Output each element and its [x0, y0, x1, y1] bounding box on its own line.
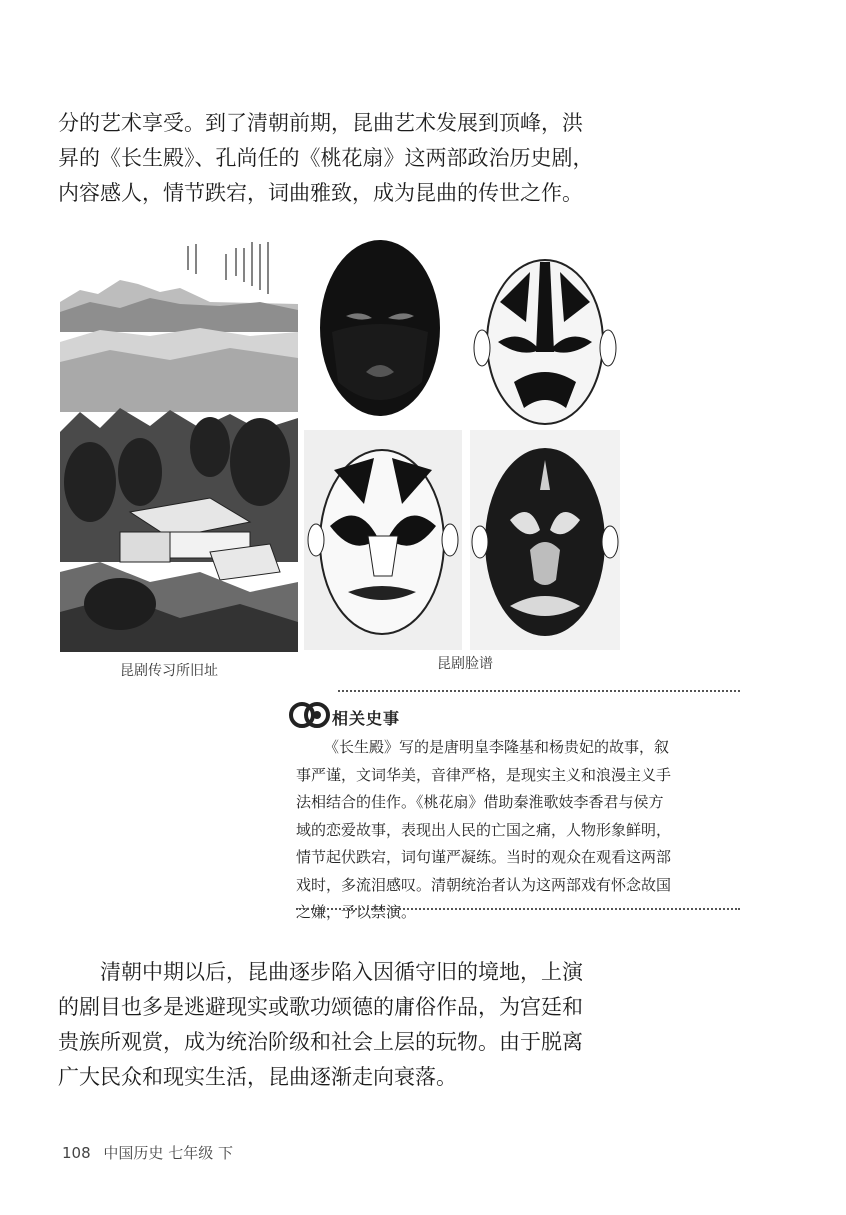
- paragraph-line: 广大民众和现实生活，昆曲逐渐走向衰落。: [58, 1065, 457, 1089]
- paragraph-line: 的剧目也多是逃避现实或歌功颂德的庸俗作品，为宫廷和: [58, 995, 583, 1019]
- paragraph-line: 贵族所观赏，成为统治阶级和社会上层的玩物。由于脱离: [58, 1030, 583, 1054]
- related-line: 事严谨，文词华美，音律严格，是现实主义和浪漫主义手: [296, 765, 672, 784]
- related-history-heading: 相关史事: [332, 709, 401, 728]
- related-line: 情节起伏跌宕，词句谨严凝练。当时的观众在观看这两部: [296, 848, 672, 866]
- dotted-divider: [338, 690, 740, 692]
- related-line: 《长生殿》写的是唐明皇李隆基和杨贵妃的故事，叙: [324, 738, 670, 756]
- page-number: 108: [62, 1144, 91, 1162]
- dotted-divider: [296, 908, 740, 910]
- book-title: 中国历史 七年级 下: [103, 1144, 233, 1162]
- related-line: 之嫌，予以禁演。: [296, 903, 417, 921]
- figure-caption-opera-masks: 昆剧脸谱: [437, 656, 493, 672]
- paragraph-line: [58, 955, 598, 990]
- opera-mask-white-patterned: [470, 232, 620, 428]
- kunqu-school-site-illustration: [60, 232, 298, 652]
- paragraph-line-text: 清朝中期以后，昆曲逐步陷入因循守旧的境地，上演: [100, 960, 583, 984]
- paragraph-kunqu-peak: [58, 106, 598, 211]
- paragraph-line: 分的艺术享受。到了清朝前期，昆曲艺术发展到顶峰，洪: [58, 111, 583, 135]
- related-line: 戏时，多流泪感叹。清朝统治者认为这两部戏有怀念故国: [296, 875, 672, 894]
- paragraph-kunqu-decline: [58, 955, 598, 1095]
- opera-mask-winged-brows: [304, 430, 462, 650]
- related-line: 法相结合的佳作。《桃花扇》借助秦淮歌妓李香君与侯方: [296, 793, 664, 811]
- related-line: 域的恋爱故事，表现出人民的亡国之痛，人物形象鲜明，: [296, 820, 672, 839]
- related-history-icon: [288, 700, 330, 734]
- opera-mask-black-face: [302, 232, 462, 428]
- paragraph-line: 昇的《长生殿》、孔尚任的《桃花扇》这两部政治历史剧，: [58, 146, 594, 170]
- opera-mask-ornate-dark: [470, 430, 620, 650]
- paragraph-line: 内容感人，情节跌宕，词曲雅致，成为昆曲的传世之作。: [58, 181, 583, 205]
- related-history-box: [288, 690, 740, 921]
- page-footer: [62, 1142, 233, 1163]
- figure-caption-school-site: 昆剧传习所旧址: [120, 663, 218, 679]
- related-history-text: [296, 734, 740, 927]
